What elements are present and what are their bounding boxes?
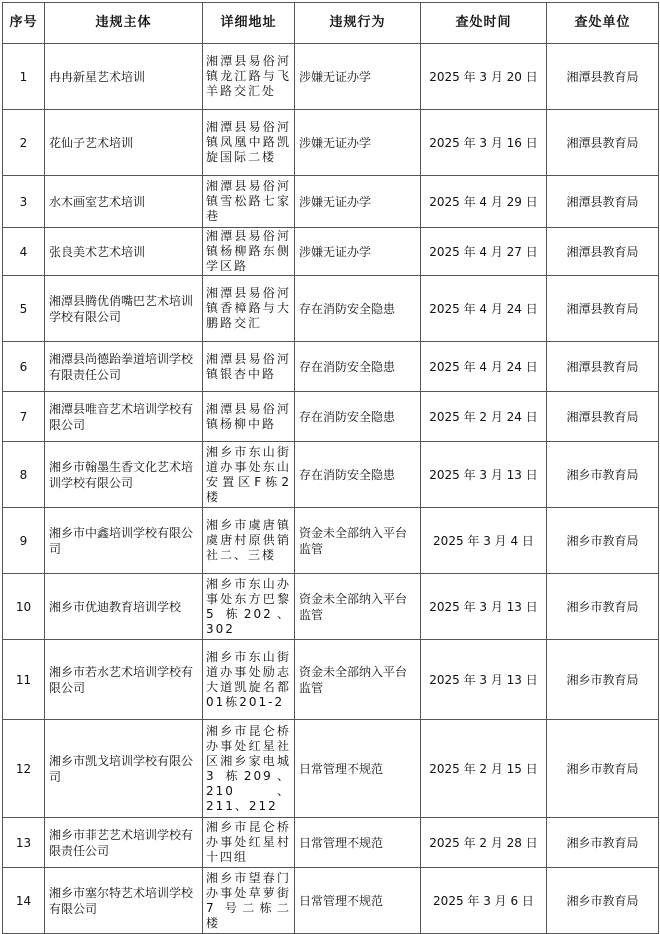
cell-unit: 湘乡市教育局 xyxy=(547,818,659,868)
cell-unit: 湘潭县教育局 xyxy=(547,110,659,176)
cell-violation: 日常管理不规范 xyxy=(295,720,421,818)
table-row xyxy=(3,44,659,110)
cell-subject: 湘乡市塞尔特艺术培训学校有限公司 xyxy=(45,868,203,934)
cell-address: 湘乡市昆仑桥办事处红星村十四组 xyxy=(203,818,295,868)
table-row xyxy=(3,276,659,342)
cell-address: 湘潭县易俗河镇香樟路与大鹏路交汇 xyxy=(203,276,295,342)
cell-no: 3 xyxy=(3,176,45,228)
cell-date: 2025 年 3 月 6 日 xyxy=(421,868,547,934)
cell-date: 2025 年 2 月 15 日 xyxy=(421,720,547,818)
cell-subject: 湘乡市翰墨生香文化艺术培训学校有限公司 xyxy=(45,442,203,508)
header-unit: 查处单位 xyxy=(547,3,659,44)
cell-unit: 湘潭县教育局 xyxy=(547,392,659,442)
cell-subject: 冉冉新星艺术培训 xyxy=(45,44,203,110)
cell-date: 2025 年 4 月 24 日 xyxy=(421,342,547,392)
cell-date: 2025 年 4 月 27 日 xyxy=(421,228,547,276)
cell-unit: 湘乡市教育局 xyxy=(547,640,659,720)
cell-subject: 湘乡市中鑫培训学校有限公司 xyxy=(45,508,203,574)
cell-address: 湘潭县易俗河镇杨柳中路 xyxy=(203,392,295,442)
cell-subject: 水木画室艺术培训 xyxy=(45,176,203,228)
cell-violation: 涉嫌无证办学 xyxy=(295,44,421,110)
table-row xyxy=(3,818,659,868)
table-row xyxy=(3,392,659,442)
cell-violation: 存在消防安全隐患 xyxy=(295,276,421,342)
cell-unit: 湘乡市教育局 xyxy=(547,574,659,640)
cell-address: 湘乡市虞唐镇虞唐村原供销社二、三楼 xyxy=(203,508,295,574)
cell-unit: 湘潭县教育局 xyxy=(547,342,659,392)
cell-address: 湘乡市东山办事处东方巴黎 5 栋202、302 xyxy=(203,574,295,640)
table-row xyxy=(3,342,659,392)
cell-unit: 湘乡市教育局 xyxy=(547,508,659,574)
cell-unit: 湘乡市教育局 xyxy=(547,868,659,934)
cell-address: 湘潭县易俗河镇杨柳路东侧学区路 xyxy=(203,228,295,276)
table-row xyxy=(3,442,659,508)
cell-no: 1 xyxy=(3,44,45,110)
cell-unit: 湘乡市教育局 xyxy=(547,720,659,818)
cell-no: 8 xyxy=(3,442,45,508)
cell-subject: 湘潭县腾优俏嘴巴艺术培训学校有限公司 xyxy=(45,276,203,342)
cell-address: 湘乡市东山街道办事处东山安置区F栋2楼 xyxy=(203,442,295,508)
cell-no: 4 xyxy=(3,228,45,276)
cell-violation: 资金未全部纳入平台监管 xyxy=(295,574,421,640)
cell-no: 10 xyxy=(3,574,45,640)
cell-date: 2025 年 3 月 4 日 xyxy=(421,508,547,574)
cell-date: 2025 年 3 月 13 日 xyxy=(421,640,547,720)
cell-subject: 湘潭县唯音艺术培训学校有限公司 xyxy=(45,392,203,442)
cell-no: 7 xyxy=(3,392,45,442)
cell-violation: 资金未全部纳入平台监管 xyxy=(295,640,421,720)
cell-address: 湘乡市望春门办事处草萝街 7 号二栋二楼 xyxy=(203,868,295,934)
table-row xyxy=(3,720,659,818)
cell-no: 13 xyxy=(3,818,45,868)
cell-violation: 资金未全部纳入平台监管 xyxy=(295,508,421,574)
cell-no: 6 xyxy=(3,342,45,392)
cell-violation: 存在消防安全隐患 xyxy=(295,342,421,392)
table-row xyxy=(3,176,659,228)
cell-address: 湘潭县易俗河镇银杏中路 xyxy=(203,342,295,392)
cell-date: 2025 年 3 月 16 日 xyxy=(421,110,547,176)
header-no: 序号 xyxy=(3,3,45,44)
cell-no: 9 xyxy=(3,508,45,574)
cell-violation: 涉嫌无证办学 xyxy=(295,110,421,176)
table-row xyxy=(3,868,659,934)
cell-subject: 湘潭县尚德跆拳道培训学校有限责任公司 xyxy=(45,342,203,392)
cell-violation: 涉嫌无证办学 xyxy=(295,228,421,276)
cell-date: 2025 年 4 月 29 日 xyxy=(421,176,547,228)
cell-date: 2025 年 2 月 28 日 xyxy=(421,818,547,868)
cell-no: 2 xyxy=(3,110,45,176)
cell-violation: 日常管理不规范 xyxy=(295,868,421,934)
cell-address: 湘潭县易俗河镇雪松路七家巷 xyxy=(203,176,295,228)
cell-subject: 花仙子艺术培训 xyxy=(45,110,203,176)
cell-unit: 湘潭县教育局 xyxy=(547,228,659,276)
cell-violation: 存在消防安全隐患 xyxy=(295,442,421,508)
cell-subject: 湘乡市凯戈培训学校有限公司 xyxy=(45,720,203,818)
cell-address: 湘乡市昆仑桥办事处红星社区湘乡家电城 3 栋209、210、211、212 xyxy=(203,720,295,818)
table-row xyxy=(3,640,659,720)
cell-date: 2025 年 3 月 20 日 xyxy=(421,44,547,110)
cell-violation: 日常管理不规范 xyxy=(295,818,421,868)
cell-no: 11 xyxy=(3,640,45,720)
cell-address: 湘潭县易俗河镇龙江路与飞羊路交汇处 xyxy=(203,44,295,110)
table-row xyxy=(3,508,659,574)
table-row xyxy=(3,574,659,640)
header-address: 详细地址 xyxy=(203,3,295,44)
cell-no: 5 xyxy=(3,276,45,342)
table-row xyxy=(3,110,659,176)
cell-violation: 存在消防安全隐患 xyxy=(295,392,421,442)
header-date: 查处时间 xyxy=(421,3,547,44)
cell-date: 2025 年 4 月 24 日 xyxy=(421,276,547,342)
cell-unit: 湘潭县教育局 xyxy=(547,276,659,342)
cell-address: 湘乡市东山街道办事处励志大道凯旋名都01栋201-2 xyxy=(203,640,295,720)
cell-no: 14 xyxy=(3,868,45,934)
cell-subject: 湘乡市优迪教育培训学校 xyxy=(45,574,203,640)
cell-unit: 湘乡市教育局 xyxy=(547,442,659,508)
header-subject: 违规主体 xyxy=(45,3,203,44)
cell-date: 2025 年 2 月 24 日 xyxy=(421,392,547,442)
cell-subject: 张良美术艺术培训 xyxy=(45,228,203,276)
table-row xyxy=(3,228,659,276)
cell-violation: 涉嫌无证办学 xyxy=(295,176,421,228)
header-violation: 违规行为 xyxy=(295,3,421,44)
cell-no: 12 xyxy=(3,720,45,818)
cell-address: 湘潭县易俗河镇凤凰中路凯旋国际二楼 xyxy=(203,110,295,176)
cell-date: 2025 年 3 月 13 日 xyxy=(421,574,547,640)
cell-unit: 湘潭县教育局 xyxy=(547,44,659,110)
cell-subject: 湘乡市菲艺艺术培训学校有限责任公司 xyxy=(45,818,203,868)
cell-unit: 湘潭县教育局 xyxy=(547,176,659,228)
cell-subject: 湘乡市若水艺术培训学校有限公司 xyxy=(45,640,203,720)
header-row xyxy=(3,3,659,44)
violations-table xyxy=(2,2,659,934)
cell-date: 2025 年 3 月 13 日 xyxy=(421,442,547,508)
